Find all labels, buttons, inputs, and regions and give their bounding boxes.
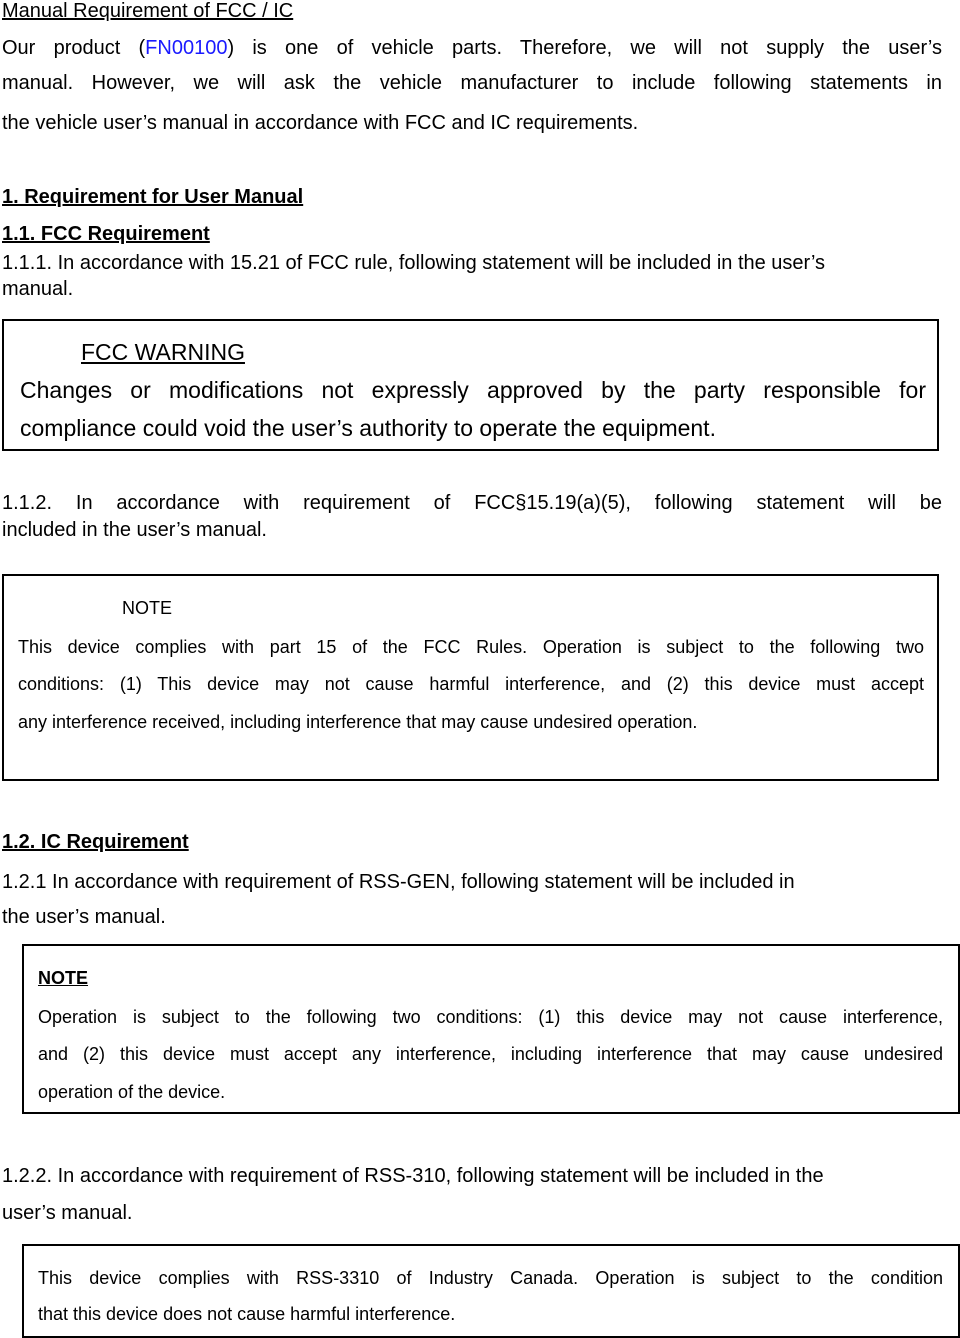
para-1-2-2-line-1: 1.2.2. In accordance with requirement of RSS-310, following statement will be included in the bbox=[2, 1165, 824, 1187]
fcc-note-box bbox=[2, 574, 939, 781]
document-title: Manual Requirement of FCC / IC bbox=[2, 0, 294, 22]
para-1-1-1-line-2: manual. bbox=[2, 278, 74, 300]
para-1-1-1-line-1: 1.1.1. In accordance with 15.21 of FCC rule, following statement will be included in the user’s bbox=[2, 252, 826, 274]
fcc-warning-line-1: Changes or modifications not expressly approved by the party responsible for bbox=[20, 377, 926, 403]
para-1-1-2-line-2: included in the user’s manual. bbox=[2, 519, 267, 541]
fcc-note-title: NOTE bbox=[122, 598, 173, 618]
ic-note-title: NOTE bbox=[38, 968, 89, 988]
subsection-1-2-heading: 1.2. IC Requirement bbox=[2, 831, 189, 853]
rss-310-line-2: that this device does not cause harmful interference. bbox=[38, 1304, 456, 1324]
subsection-1-1-heading: 1.1. FCC Requirement bbox=[2, 223, 210, 245]
section-1-heading: 1. Requirement for User Manual bbox=[2, 186, 304, 208]
ic-note-line-1: Operation is subject to the following two conditions: (1) this device may not cause interference, bbox=[38, 1007, 943, 1027]
fcc-note-line-3: any interference received, including interference that may cause undesired operation. bbox=[18, 712, 698, 732]
para-1-2-2-line-2: user’s manual. bbox=[2, 1202, 133, 1224]
ic-note-box bbox=[22, 944, 960, 1114]
fcc-warning-title: FCC WARNING bbox=[81, 339, 245, 365]
intro-line-2: manual. However, we will ask the vehicle manufacturer to include following statements in bbox=[2, 72, 942, 94]
fcc-warning-box bbox=[2, 319, 939, 451]
para-1-2-1-line-1: 1.2.1 In accordance with requirement of RSS-GEN, following statement will be included in bbox=[2, 871, 795, 893]
para-1-2-1-line-2: the user’s manual. bbox=[2, 906, 166, 928]
fcc-note-line-1: This device complies with part 15 of the FCC Rules. Operation is subject to the following two bbox=[18, 637, 924, 657]
rss-310-box bbox=[22, 1244, 960, 1338]
fcc-warning-line-2: compliance could void the user’s authority to operate the equipment. bbox=[20, 415, 716, 441]
ic-note-line-3: operation of the device. bbox=[38, 1082, 226, 1102]
ic-note-line-2: and (2) this device must accept any interference, including interference that may cause undesired bbox=[38, 1044, 943, 1064]
intro-text-a: Our product ( bbox=[2, 37, 146, 59]
fcc-note-line-2: conditions: (1) This device may not cause harmful interference, and (2) this device must accept bbox=[18, 674, 924, 694]
intro-text-b: ) is one of vehicle parts. Therefore, we will not supply the user’s bbox=[227, 37, 943, 59]
para-1-1-2-line-1: 1.1.2. In accordance with requirement of FCC§15.19(a)(5), following statement will be bbox=[2, 492, 942, 514]
intro-line-1 bbox=[2, 37, 942, 60]
intro-line-3: the vehicle user’s manual in accordance with FCC and IC requirements. bbox=[2, 112, 639, 134]
rss-310-line-1: This device complies with RSS-3310 of Industry Canada. Operation is subject to the condition bbox=[38, 1268, 943, 1288]
product-code: FN00100 bbox=[145, 37, 228, 59]
